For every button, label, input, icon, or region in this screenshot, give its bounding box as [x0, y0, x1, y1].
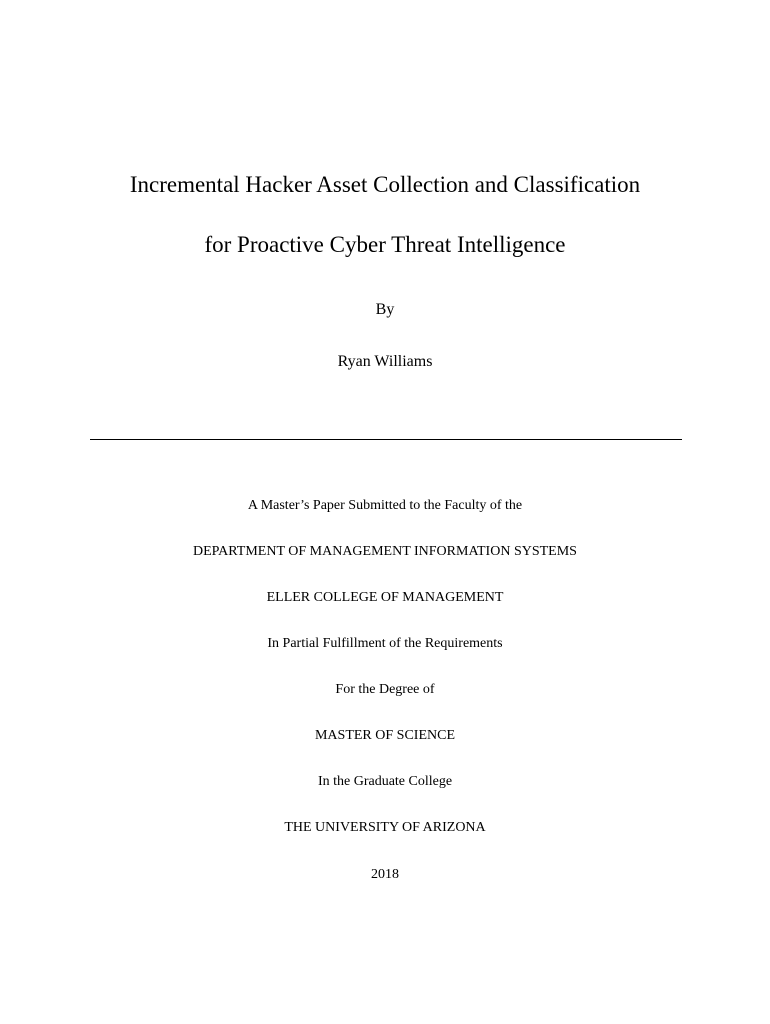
title-line-2: for Proactive Cyber Threat Intelligence	[204, 232, 566, 257]
graduate-college-label: In the Graduate College	[317, 774, 453, 789]
by-label: By	[375, 301, 395, 318]
university-name: THE UNIVERSITY OF ARIZONA	[284, 820, 486, 835]
submission-statement: A Master’s Paper Submitted to the Faculty of the	[247, 498, 523, 513]
title-line-1: Incremental Hacker Asset Collection and Classification	[129, 172, 641, 197]
fulfillment-statement: In Partial Fulfillment of the Requirements	[267, 636, 503, 651]
author-name: Ryan Williams	[337, 353, 433, 370]
college-name: ELLER COLLEGE OF MANAGEMENT	[266, 590, 504, 605]
degree-name: MASTER OF SCIENCE	[314, 728, 456, 743]
submission-year: 2018	[371, 867, 399, 882]
degree-label: For the Degree of	[335, 682, 435, 697]
horizontal-divider	[90, 439, 682, 440]
department-name: DEPARTMENT OF MANAGEMENT INFORMATION SYSTEMS	[193, 544, 577, 559]
